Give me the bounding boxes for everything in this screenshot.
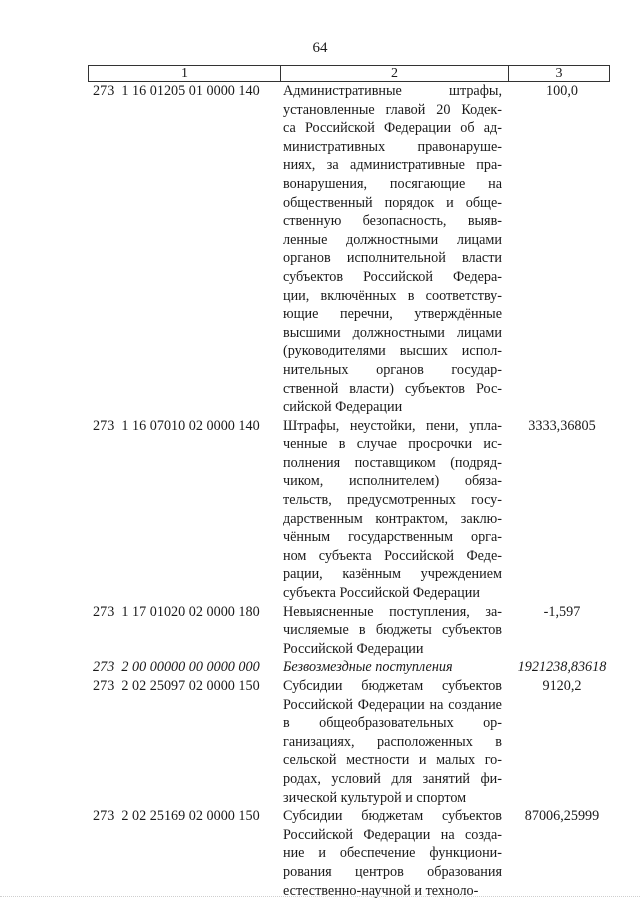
description-line: органов исполнительной власти <box>283 250 502 267</box>
description-line: Субсидии бюджетам субъектов <box>283 678 502 694</box>
budget-classification-code: 273 1 16 07010 02 0000 140 <box>93 417 260 434</box>
description-line: вонарушения, посягающие на <box>283 175 502 192</box>
description-line: естественно-научной и техноло- <box>283 882 479 899</box>
description-line: ственную безопасность, выяв- <box>283 213 502 230</box>
description-line: установленные главой 20 Кодек- <box>283 101 502 118</box>
amount-value: 1921238,83618 <box>517 659 607 676</box>
description-line: ченные в случае просрочки ис- <box>283 436 502 453</box>
revenue-description <box>283 417 502 603</box>
revenue-description <box>283 82 502 417</box>
table-row <box>88 417 618 603</box>
budget-classification-code: 273 1 16 01205 01 0000 140 <box>93 83 260 99</box>
description-line: са Российской Федерации об ад- <box>283 120 502 137</box>
column-header-code: 1 <box>89 66 281 81</box>
table-row <box>88 82 618 417</box>
page-number: 64 <box>312 40 328 56</box>
description-line: Административные штрафы, <box>283 83 502 99</box>
revenue-description <box>283 677 502 807</box>
table-row <box>88 807 618 900</box>
description-line: числяемые в бюджеты субъектов <box>283 622 502 639</box>
description-line: рации, казённым учреждением <box>283 566 502 583</box>
table-body <box>88 82 618 900</box>
description-line: ние и обеспечение функциони- <box>283 845 502 862</box>
description-line: нительных органов государ- <box>283 361 502 378</box>
amount-value: -1,597 <box>543 603 581 620</box>
description-line: Субсидии бюджетам субъектов <box>283 808 502 825</box>
table-row <box>88 603 618 659</box>
description-line: чиком, исполнителем) обяза- <box>283 473 502 490</box>
table-row <box>88 658 618 677</box>
description-line: зической культурой и спортом <box>283 789 467 806</box>
description-line: ленные должностными лицами <box>283 231 502 248</box>
description-line: Российской Федерации на созда- <box>283 826 502 843</box>
scan-edge-divider <box>0 892 640 897</box>
description-line: ственной власти) субъектов Рос- <box>283 380 502 397</box>
budget-classification-code: 273 1 17 01020 02 0000 180 <box>93 603 260 620</box>
amount-value: 9120,2 <box>542 678 582 694</box>
budget-classification-code: 273 2 02 25169 02 0000 150 <box>93 808 260 825</box>
budget-classification-code: 273 2 00 00000 00 0000 000 <box>93 659 260 676</box>
amount-value: 87006,25999 <box>524 808 600 825</box>
description-line: рования центров образования <box>283 863 502 880</box>
column-header-name: 2 <box>281 66 509 81</box>
table-header <box>88 65 610 82</box>
description-line: общественный порядок и обще- <box>283 194 502 211</box>
description-line: ном субъекта Российской Феде- <box>283 547 502 564</box>
description-line: (руководителями высших испол- <box>283 343 502 360</box>
description-line: Безвозмездные поступления <box>283 659 453 676</box>
description-line: ганизациях, расположенных в <box>283 733 502 750</box>
description-line: дарственным контрактом, заклю- <box>283 510 502 527</box>
description-line: тельств, предусмотренных госу- <box>283 492 502 509</box>
revenue-description <box>283 603 502 659</box>
description-line: субъектов Российской Федера- <box>283 268 502 285</box>
description-line: Российской Федерации на создание <box>283 696 502 713</box>
description-line: сельской местности и малых го- <box>283 752 502 769</box>
description-line: ниях, за административные пра- <box>283 157 502 174</box>
description-line: ющие перечни, утверждённые <box>283 306 502 323</box>
budget-classification-code: 273 2 02 25097 02 0000 150 <box>93 678 260 694</box>
amount-value: 3333,36805 <box>528 417 596 434</box>
revenue-description <box>283 807 502 900</box>
description-line: сийской Федерации <box>283 399 403 416</box>
description-line: в общеобразовательных ор- <box>283 715 502 732</box>
description-line: министративных правонаруше- <box>283 138 502 155</box>
description-line: Невыясненные поступления, за- <box>283 603 502 620</box>
description-line: высшими должностными лицами <box>283 324 502 341</box>
description-line: родах, условий для занятий фи- <box>283 770 502 787</box>
description-line: ции, включённых в соответству- <box>283 287 502 304</box>
description-line: чённым государственным орга- <box>283 529 502 546</box>
table-row <box>88 677 618 807</box>
amount-value: 100,0 <box>546 83 578 99</box>
description-line: Российской Федерации <box>283 640 424 657</box>
description-line: Штрафы, неустойки, пени, упла- <box>283 417 502 434</box>
column-header-amount: 3 <box>555 66 563 81</box>
revenue-description <box>283 658 502 677</box>
description-line: полнения поставщиком (подряд- <box>283 454 502 471</box>
description-line: субъекта Российской Федерации <box>283 585 480 602</box>
